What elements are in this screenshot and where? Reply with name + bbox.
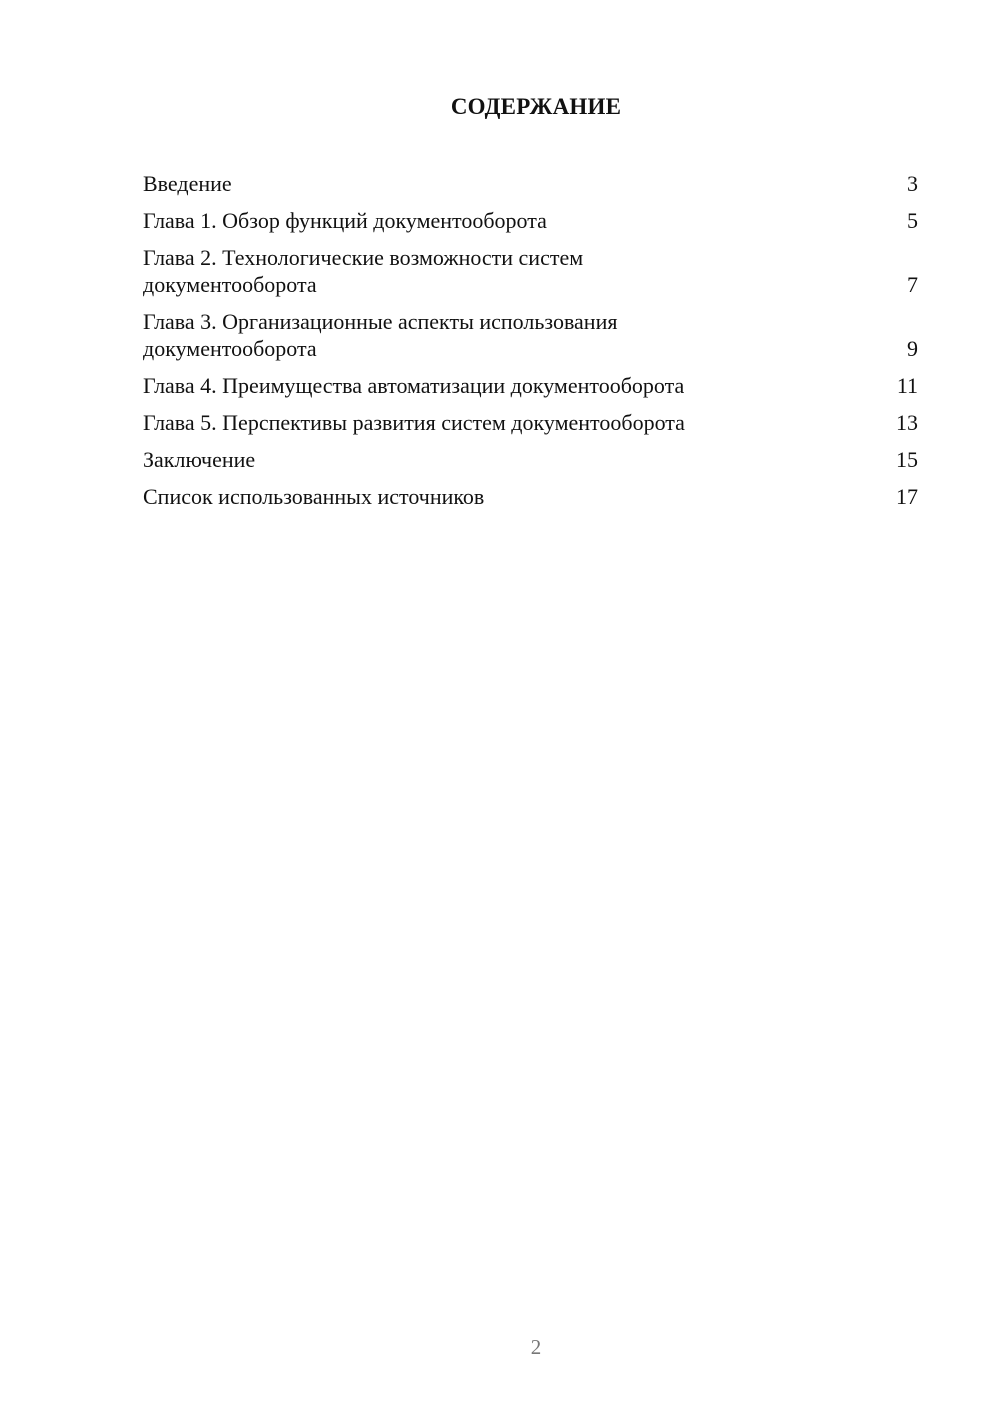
toc-entry-page: 5 bbox=[907, 208, 918, 233]
toc-entry-introduction bbox=[143, 170, 918, 197]
toc-entry-chapter-1 bbox=[143, 207, 918, 234]
table-of-contents bbox=[143, 170, 918, 520]
toc-entry-page: 17 bbox=[896, 484, 918, 509]
toc-entry-title: Глава 4. Преимущества автоматизации документооборота bbox=[143, 373, 685, 398]
toc-entry-page: 13 bbox=[896, 410, 918, 435]
toc-entry-page: 9 bbox=[907, 336, 918, 361]
toc-entry-page: 3 bbox=[907, 171, 918, 196]
toc-entry-title: Заключение bbox=[143, 447, 256, 472]
toc-entry-references bbox=[143, 483, 918, 510]
toc-entry-chapter-5 bbox=[143, 409, 918, 436]
toc-entry-title: Введение bbox=[143, 171, 232, 196]
toc-entry-chapter-2 bbox=[143, 244, 918, 298]
toc-entry-title: Глава 3. Организационные аспекты использования документооборота bbox=[143, 309, 618, 361]
toc-entry-conclusion bbox=[143, 446, 918, 473]
toc-entry-page: 11 bbox=[896, 373, 918, 398]
toc-entry-title: Глава 5. Перспективы развития систем документооборота bbox=[143, 410, 685, 435]
toc-entry-title: Глава 1. Обзор функций документооборота bbox=[143, 208, 547, 233]
toc-entry-title: Список использованных источников bbox=[143, 484, 485, 509]
toc-entry-page: 15 bbox=[896, 447, 918, 472]
toc-entry-title: Глава 2. Технологические возможности систем документооборота bbox=[143, 245, 584, 297]
page-title: СОДЕРЖАНИЕ bbox=[450, 94, 622, 119]
toc-entry-chapter-4 bbox=[143, 372, 918, 399]
page-number: 2 bbox=[530, 1335, 542, 1359]
toc-entry-page: 7 bbox=[907, 272, 918, 297]
toc-entry-chapter-3 bbox=[143, 308, 918, 362]
